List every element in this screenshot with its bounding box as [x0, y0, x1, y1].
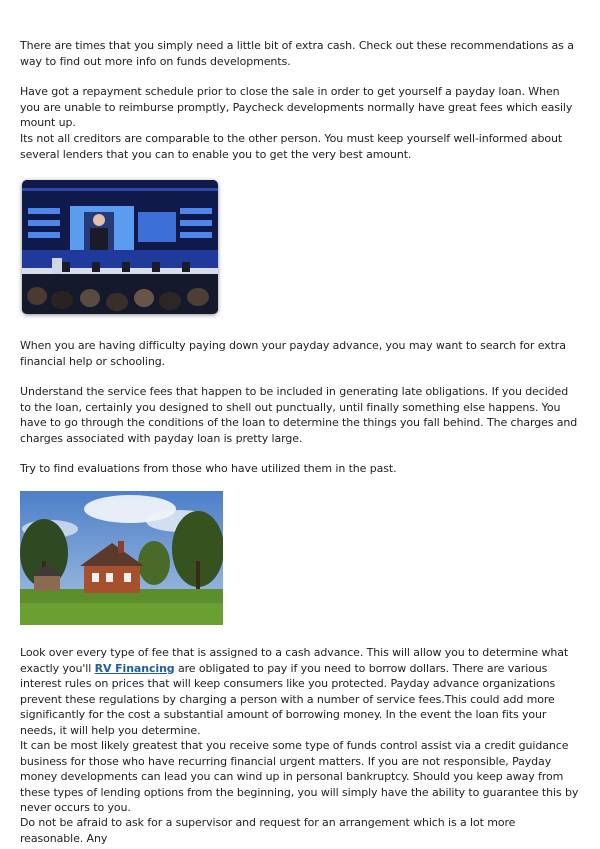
paragraph-supervisor: Do not be afraid to ask for a supervisor and request for an arrangement which is a lot more reasonable. Any: [20, 816, 516, 845]
paragraph-fee-types: [20, 645, 580, 738]
paragraph-creditors: Its not all creditors are comparable to the other person. You must keep yourself well-informed about several lenders that you can to enable you to get the very best amount.: [20, 132, 563, 161]
paragraph-evaluations: Try to find evaluations from those who have utilized them in the past.: [20, 462, 397, 475]
farmhouse-photo: [20, 491, 223, 625]
paragraph-intro: There are times that you simply need a little bit of extra cash. Check out these recommendations as a way to find out more info on funds developments.: [20, 39, 574, 68]
paragraph-service-fees: Understand the service fees that happen to be included in generating late obligations. If you decided to the loan, certainly you designed to shell out punctually, until finally something else happens. You have to go through the conditions of the loan to determine the things you fall behind. The charges and charges associated with payday loan is pretty large.: [20, 385, 578, 445]
rv-financing-link[interactable]: RV Financing: [94, 661, 175, 675]
paragraph-repayment: Have got a repayment schedule prior to close the sale in order to get yourself a payday loan. When you are unable to reimburse promptly, Paycheck developments normally have great fees which easily mount up.: [20, 85, 573, 129]
paragraph-credit-guidance: It can be most likely greatest that you receive some type of funds control assist via a credit guidance business for those who have recurring financial urgent matters. If you are not responsible, Payday money developments can lead you can wind up in personal bankruptcy. Should you keep away from these types of lending options from the beginning, you will simply have the ability to guarantee this by never occurs to you.: [20, 739, 579, 814]
fee-types-text-start: Look over every type of fee that is assigned to a cash advance. This will allow you to determine what exactly you'll: [20, 646, 569, 675]
conference-photo: [22, 180, 218, 314]
fee-types-text-end: are obligated to pay if you need to borrow dollars. There are various interest rules on prices that will keep consumers like you protected. Payday advance organizations prevent these regulations by charging a person with a number of service fees.This could add more significantly for the cost a substantial amount of borrowing money. In the event the loan fits your needs, it will help you determine.: [20, 661, 556, 737]
paragraph-difficulty: When you are having difficulty paying down your payday advance, you may want to search for extra financial help or schooling.: [20, 339, 566, 368]
